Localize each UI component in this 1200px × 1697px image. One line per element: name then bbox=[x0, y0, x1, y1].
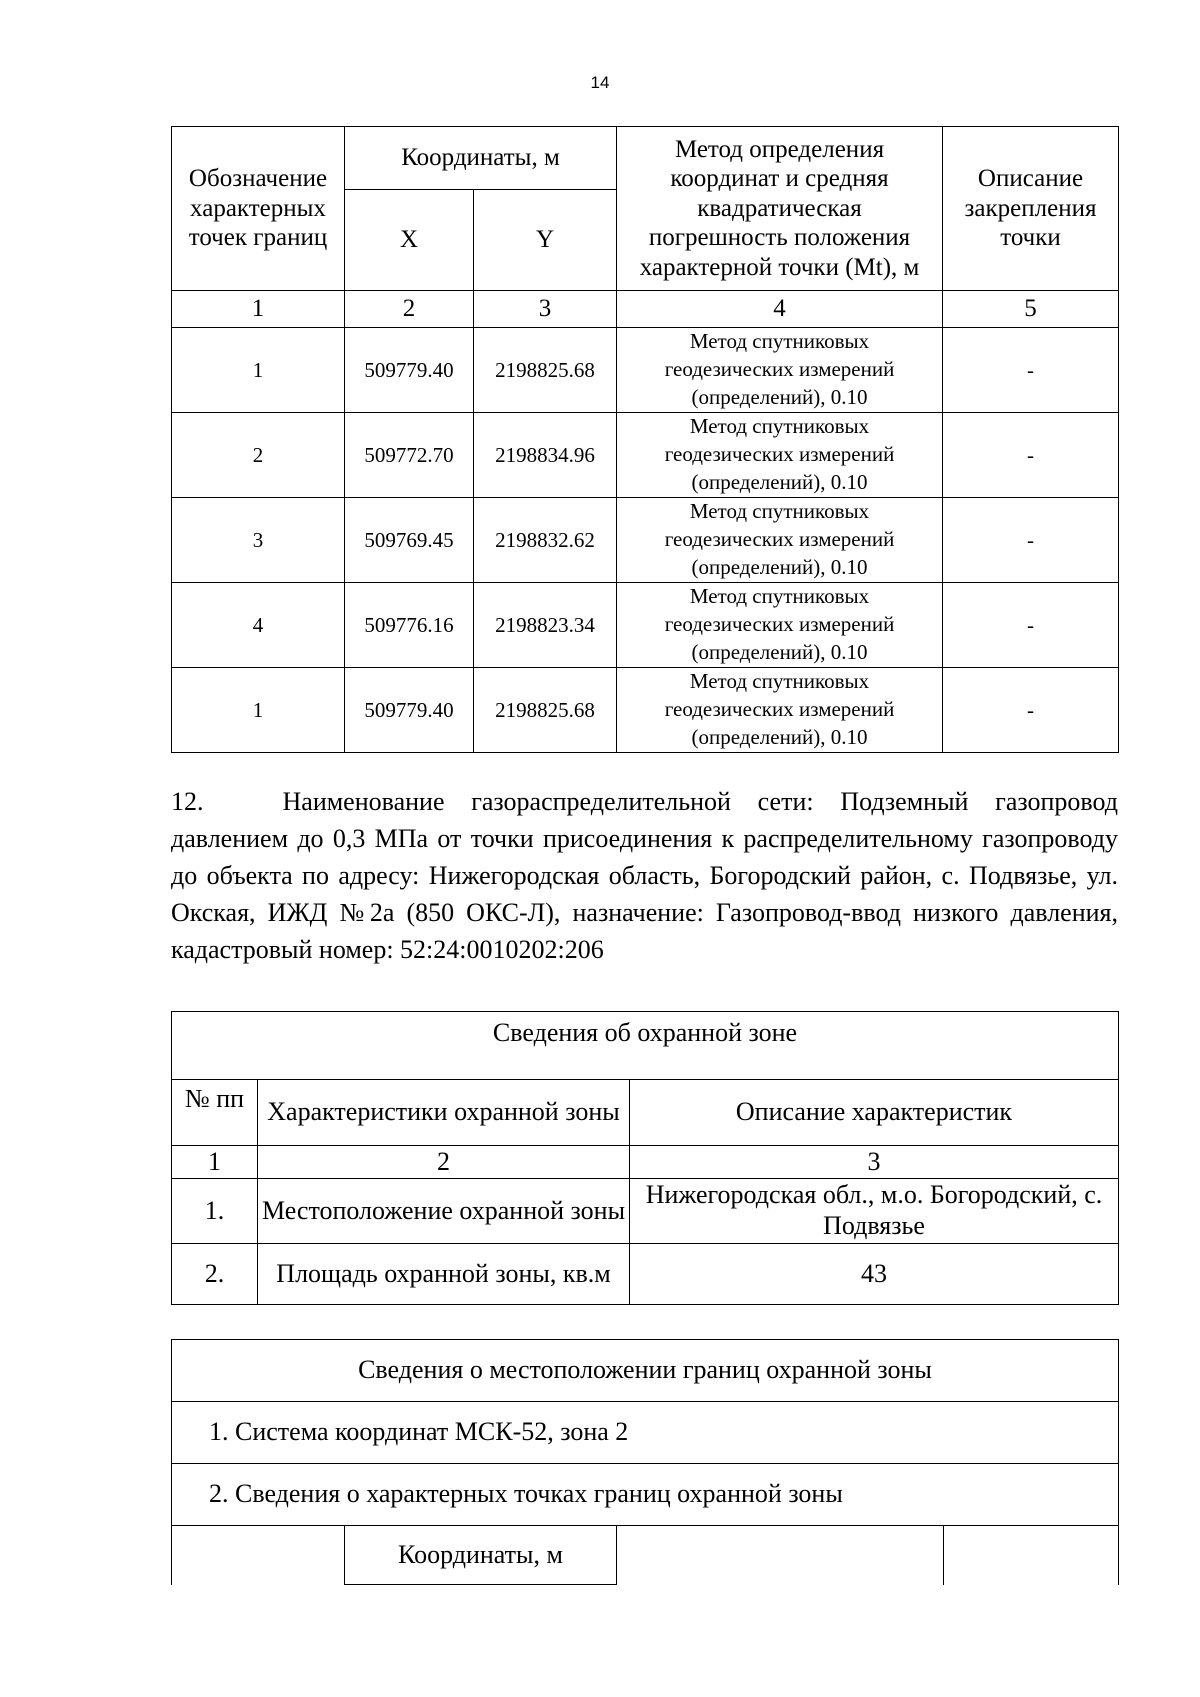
table-title: Сведения о местоположении границ охранной зоны bbox=[172, 1340, 1119, 1402]
protection-zone-table bbox=[171, 1011, 1119, 1305]
section-text: Наименование газораспределительной сети: Подземный газопровод давлением до 0,3 МПа от точки присоединения к распределительному газопроводу до объекта по адресу: Нижегородская область, Богородский район, с. Подвязье, ул. Окская, ИЖД №2а (850 ОКС-Л), назначение: Газопровод-ввод низкого давления, кадастровый номер: 52:24:0010202:206 bbox=[171, 787, 1118, 964]
section-number: 12. bbox=[171, 787, 204, 816]
table-row bbox=[172, 498, 1119, 583]
description-cell: - bbox=[943, 668, 1119, 753]
table-title: Сведения об охранной зоне bbox=[172, 1012, 1119, 1080]
section-paragraph bbox=[171, 783, 1118, 968]
column-number: 1 bbox=[172, 1146, 258, 1179]
header-coordinates: Координаты, м bbox=[345, 1526, 617, 1585]
table-row bbox=[172, 328, 1119, 413]
characteristic-value: 43 bbox=[630, 1244, 1119, 1305]
column-number: 4 bbox=[617, 291, 943, 328]
empty-cell bbox=[944, 1526, 1119, 1585]
point-number: 2 bbox=[172, 413, 345, 498]
column-number: 2 bbox=[345, 291, 474, 328]
header-designation: Обозначение характерных точек границ bbox=[172, 127, 345, 291]
table-row bbox=[172, 1179, 1119, 1244]
column-number: 5 bbox=[943, 291, 1119, 328]
x-coordinate: 509772.70 bbox=[345, 413, 474, 498]
characteristic-name: Местоположение охранной зоны bbox=[258, 1179, 630, 1244]
header-characteristic: Характеристики охранной зоны bbox=[258, 1080, 630, 1146]
empty-cell bbox=[172, 1526, 345, 1585]
header-number: № пп bbox=[172, 1080, 258, 1146]
column-number: 1 bbox=[172, 291, 345, 328]
header-x: X bbox=[345, 190, 474, 291]
column-number: 3 bbox=[474, 291, 617, 328]
x-coordinate: 509769.45 bbox=[345, 498, 474, 583]
boundary-points-table bbox=[171, 126, 1119, 753]
description-cell: - bbox=[943, 498, 1119, 583]
header-coordinates: Координаты, м bbox=[345, 127, 617, 190]
method-cell: Метод спутниковых геодезических измерений (определений), 0.10 bbox=[617, 583, 943, 668]
point-number: 3 bbox=[172, 498, 345, 583]
y-coordinate: 2198834.96 bbox=[474, 413, 617, 498]
y-coordinate: 2198823.34 bbox=[474, 583, 617, 668]
page-number: 14 bbox=[590, 73, 610, 92]
point-number: 1 bbox=[172, 668, 345, 753]
table-row bbox=[172, 583, 1119, 668]
point-number: 1 bbox=[172, 328, 345, 413]
column-number: 3 bbox=[630, 1146, 1119, 1179]
empty-cell bbox=[617, 1526, 944, 1585]
x-coordinate: 509779.40 bbox=[345, 668, 474, 753]
y-coordinate: 2198825.68 bbox=[474, 668, 617, 753]
row-number: 2. bbox=[172, 1244, 258, 1305]
header-description: Описание характеристик bbox=[630, 1080, 1119, 1146]
header-description: Описание закрепления точки bbox=[943, 127, 1119, 291]
header-y: Y bbox=[474, 190, 617, 291]
method-cell: Метод спутниковых геодезических измерений (определений), 0.10 bbox=[617, 498, 943, 583]
zone-boundary-table bbox=[171, 1339, 1119, 1585]
table-row bbox=[172, 413, 1119, 498]
y-coordinate: 2198825.68 bbox=[474, 328, 617, 413]
method-cell: Метод спутниковых геодезических измерений (определений), 0.10 bbox=[617, 328, 943, 413]
x-coordinate: 509779.40 bbox=[345, 328, 474, 413]
coordinate-system-line: 1. Система координат МСК-52, зона 2 bbox=[172, 1402, 1119, 1464]
description-cell: - bbox=[943, 583, 1119, 668]
characteristic-name: Площадь охранной зоны, кв.м bbox=[258, 1244, 630, 1305]
method-cell: Метод спутниковых геодезических измерений (определений), 0.10 bbox=[617, 413, 943, 498]
table-row bbox=[172, 668, 1119, 753]
row-number: 1. bbox=[172, 1179, 258, 1244]
description-cell: - bbox=[943, 328, 1119, 413]
description-cell: - bbox=[943, 413, 1119, 498]
column-number: 2 bbox=[258, 1146, 630, 1179]
y-coordinate: 2198832.62 bbox=[474, 498, 617, 583]
point-number: 4 bbox=[172, 583, 345, 668]
x-coordinate: 509776.16 bbox=[345, 583, 474, 668]
header-method: Метод определения координат и средняя квадратическая погрешность положения характерной точки (Mt), м bbox=[617, 127, 943, 291]
boundary-points-line: 2. Сведения о характерных точках границ охранной зоны bbox=[172, 1464, 1119, 1526]
method-cell: Метод спутниковых геодезических измерений (определений), 0.10 bbox=[617, 668, 943, 753]
characteristic-value: Нижегородская обл., м.о. Богородский, с. Подвязье bbox=[630, 1179, 1119, 1244]
table-row bbox=[172, 1244, 1119, 1305]
